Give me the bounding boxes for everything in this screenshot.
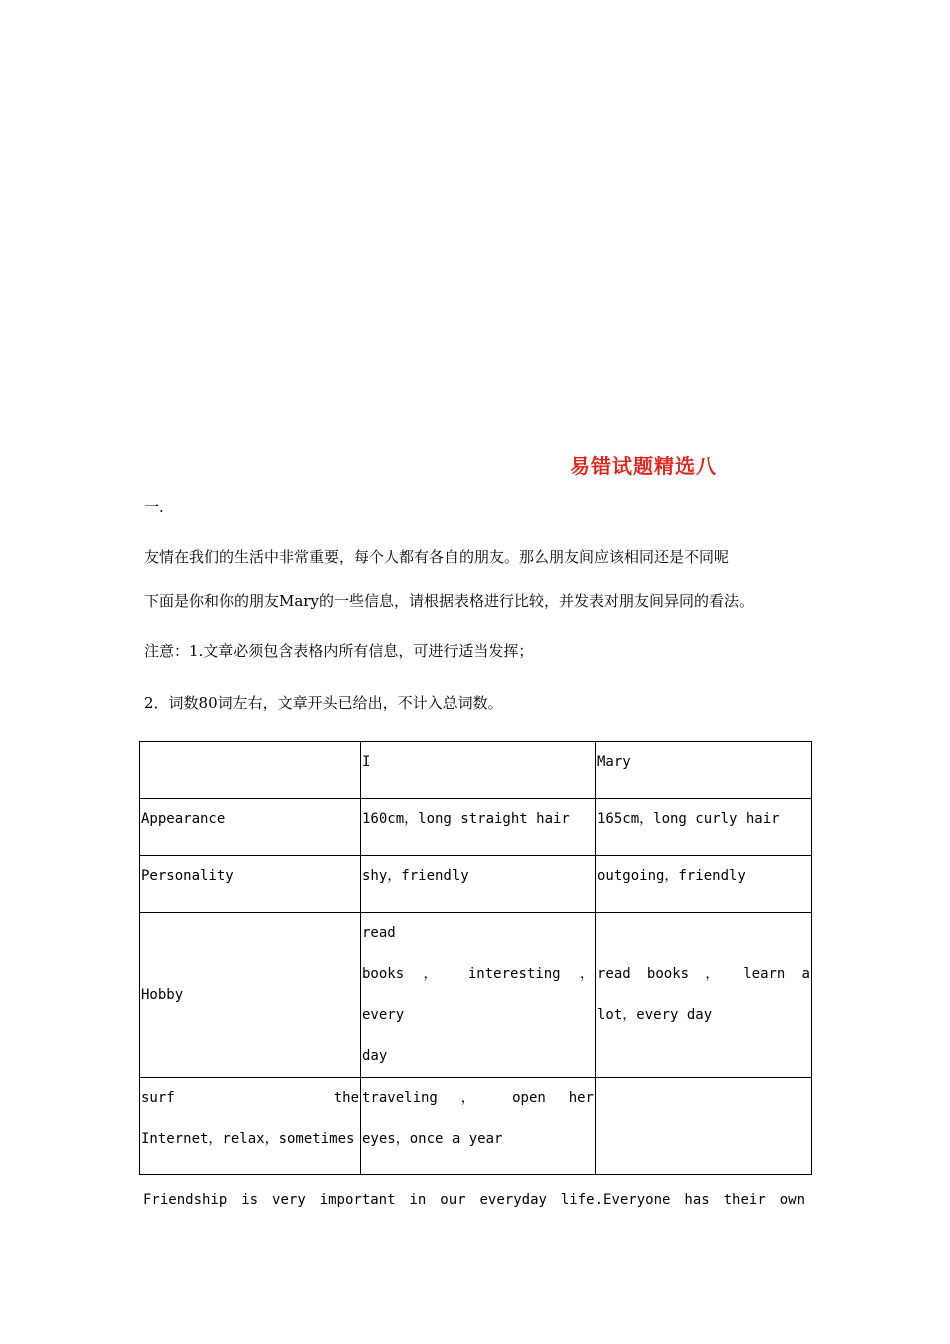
section-number: 一. (144, 498, 164, 516)
cell-line: lot，every day (597, 1007, 713, 1023)
cell-line: Internet，relax，sometimes (141, 1131, 355, 1147)
cell-line: read (362, 925, 396, 941)
table-cell-label: Appearance (140, 799, 361, 856)
table-cell (140, 1078, 361, 1175)
table-cell: shy，friendly (361, 856, 596, 913)
table-row-appearance (140, 799, 812, 856)
table-row-last (140, 1078, 812, 1175)
table-header-cell (140, 742, 361, 799)
table-cell-label: Personality (140, 856, 361, 913)
table-header-cell: Mary (596, 742, 812, 799)
table-cell-label: Hobby (140, 913, 361, 1078)
table-cell (361, 1078, 596, 1175)
instruction-paragraph-2: 下面是你和你的朋友Mary的一些信息，请根据表格进行比较，并发表对朋友间异同的看法。 (144, 592, 754, 610)
cell-line: eyes，once a year (362, 1131, 503, 1147)
table-cell (596, 1078, 812, 1175)
cell-line: read books ， learn a (597, 966, 810, 982)
table-cell (596, 913, 812, 1078)
instruction-note-1: 注意：1.文章必须包含表格内所有信息，可进行适当发挥； (144, 642, 534, 660)
essay-start: Friendship is very important in our everyday life.Everyone has their own (143, 1192, 805, 1208)
comparison-table (139, 741, 812, 1175)
table-cell: 160cm，long straight hair (361, 799, 596, 856)
instruction-note-2: 2．词数80词左右，文章开头已给出，不计入总词数。 (144, 694, 503, 712)
cell-line: books ， interesting ， every (362, 966, 594, 1023)
cell-line: surf the (141, 1090, 359, 1106)
cell-line: day (362, 1048, 388, 1064)
table-row-hobby (140, 913, 812, 1078)
table-cell: 165cm，long curly hair (596, 799, 812, 856)
table-row-personality (140, 856, 812, 913)
document-title: 易错试题精选八 (570, 454, 717, 478)
table-cell: outgoing，friendly (596, 856, 812, 913)
table-header-row (140, 742, 812, 799)
table-header-cell: I (361, 742, 596, 799)
instruction-paragraph-1: 友情在我们的生活中非常重要，每个人都有各自的朋友。那么朋友间应该相同还是不同呢 (144, 548, 730, 566)
cell-line: traveling ， open her (362, 1090, 594, 1106)
table-cell (361, 913, 596, 1078)
